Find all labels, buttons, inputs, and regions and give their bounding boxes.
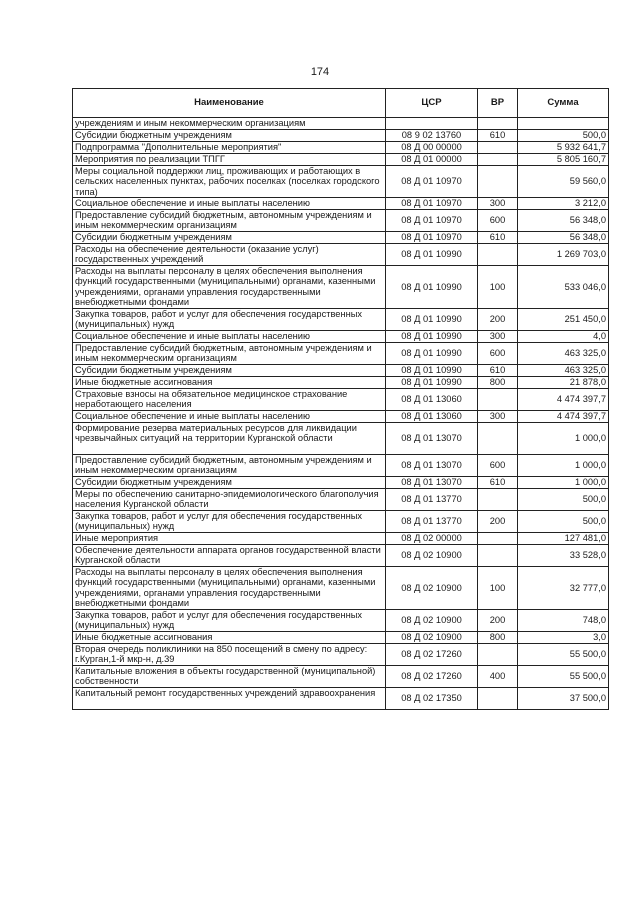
cell-sum: 55 500,0 [518, 644, 609, 666]
cell-name: Расходы на обеспечение деятельности (оказание услуг) государственных учреждений [73, 244, 386, 266]
cell-sum: 55 500,0 [518, 666, 609, 688]
cell-csr: 08 Д 02 17260 [386, 644, 478, 666]
cell-vr [478, 489, 518, 511]
cell-vr [478, 644, 518, 666]
cell-name: Предоставление субсидий бюджетным, автономным учреждениям и иным некоммерческим организациям [73, 343, 386, 365]
cell-name: Иные бюджетные ассигнования [73, 632, 386, 644]
cell-vr: 610 [478, 130, 518, 142]
cell-name: учреждениям и иным некоммерческим организациям [73, 118, 386, 130]
cell-vr: 610 [478, 477, 518, 489]
page-number: 174 [310, 66, 330, 78]
cell-vr: 200 [478, 511, 518, 533]
cell-vr: 610 [478, 232, 518, 244]
table-body [73, 118, 609, 710]
cell-vr [478, 166, 518, 198]
cell-csr: 08 Д 01 13070 [386, 455, 478, 477]
table-row [73, 610, 609, 632]
cell-vr [478, 423, 518, 455]
cell-csr: 08 Д 02 10900 [386, 567, 478, 610]
cell-sum: 56 348,0 [518, 232, 609, 244]
cell-vr: 800 [478, 632, 518, 644]
cell-csr: 08 Д 01 10990 [386, 266, 478, 309]
cell-vr [478, 533, 518, 545]
cell-vr: 600 [478, 343, 518, 365]
table-row [73, 331, 609, 343]
cell-name: Субсидии бюджетным учреждениям [73, 365, 386, 377]
table-row [73, 545, 609, 567]
cell-name: Иные мероприятия [73, 533, 386, 545]
table-row [73, 166, 609, 198]
cell-name: Капитальный ремонт государственных учреждений здравоохранения [73, 688, 386, 710]
cell-vr: 100 [478, 567, 518, 610]
cell-name: Капитальные вложения в объекты государственной (муниципальной) собственности [73, 666, 386, 688]
cell-csr: 08 Д 01 00000 [386, 154, 478, 166]
cell-sum: 4 474 397,7 [518, 411, 609, 423]
table-row [73, 210, 609, 232]
header-vr: ВР [478, 89, 518, 118]
table-row [73, 477, 609, 489]
header-row [73, 89, 609, 118]
cell-vr: 100 [478, 266, 518, 309]
cell-name: Расходы на выплаты персоналу в целях обеспечения выполнения функций государственными (муниципальными) органами, казенными учреждениями, органами управления государственными внебюджетными фондами [73, 266, 386, 309]
cell-csr: 08 Д 01 10990 [386, 309, 478, 331]
cell-name: Закупка товаров, работ и услуг для обеспечения государственных (муниципальных) нужд [73, 309, 386, 331]
cell-sum: 463 325,0 [518, 365, 609, 377]
cell-sum: 500,0 [518, 130, 609, 142]
cell-name: Предоставление субсидий бюджетным, автономным учреждениям и иным некоммерческим организациям [73, 455, 386, 477]
cell-sum: 463 325,0 [518, 343, 609, 365]
table-row [73, 688, 609, 710]
cell-csr: 08 Д 01 10990 [386, 365, 478, 377]
table-row [73, 632, 609, 644]
table-row [73, 365, 609, 377]
table-row [73, 198, 609, 210]
cell-name: Социальное обеспечение и иные выплаты населению [73, 331, 386, 343]
table-row [73, 118, 609, 130]
cell-csr: 08 Д 02 17350 [386, 688, 478, 710]
table-row [73, 455, 609, 477]
cell-csr: 08 Д 01 13070 [386, 477, 478, 489]
cell-name: Закупка товаров, работ и услуг для обеспечения государственных (муниципальных) нужд [73, 610, 386, 632]
cell-vr [478, 389, 518, 411]
cell-csr: 08 Д 01 13060 [386, 389, 478, 411]
cell-csr: 08 Д 02 17260 [386, 666, 478, 688]
table-row [73, 154, 609, 166]
cell-sum: 4 474 397,7 [518, 389, 609, 411]
cell-csr: 08 Д 01 10970 [386, 210, 478, 232]
cell-csr: 08 Д 01 13070 [386, 423, 478, 455]
cell-name: Социальное обеспечение и иные выплаты населению [73, 198, 386, 210]
table-row [73, 423, 609, 455]
cell-vr: 300 [478, 198, 518, 210]
cell-csr: 08 Д 01 10970 [386, 198, 478, 210]
cell-name: Меры социальной поддержки лиц, проживающих и работающих в сельских населенных пунктах, рабочих поселках (поселках городского типа) [73, 166, 386, 198]
cell-csr: 08 Д 01 10990 [386, 244, 478, 266]
table-row [73, 511, 609, 533]
cell-name: Социальное обеспечение и иные выплаты населению [73, 411, 386, 423]
cell-csr: 08 Д 01 13770 [386, 511, 478, 533]
cell-vr: 600 [478, 210, 518, 232]
cell-sum [518, 118, 609, 130]
cell-vr: 200 [478, 309, 518, 331]
cell-sum: 127 481,0 [518, 533, 609, 545]
cell-csr: 08 Д 01 10990 [386, 331, 478, 343]
table-row [73, 266, 609, 309]
cell-name: Субсидии бюджетным учреждениям [73, 477, 386, 489]
table-row [73, 489, 609, 511]
cell-sum: 533 046,0 [518, 266, 609, 309]
cell-sum: 37 500,0 [518, 688, 609, 710]
cell-vr: 300 [478, 411, 518, 423]
table-row [73, 232, 609, 244]
cell-csr: 08 Д 00 00000 [386, 142, 478, 154]
cell-sum: 32 777,0 [518, 567, 609, 610]
cell-sum: 1 000,0 [518, 423, 609, 455]
cell-vr: 400 [478, 666, 518, 688]
table-row [73, 389, 609, 411]
cell-vr: 610 [478, 365, 518, 377]
table-row [73, 142, 609, 154]
cell-name: Субсидии бюджетным учреждениям [73, 130, 386, 142]
table-row [73, 533, 609, 545]
cell-csr: 08 Д 01 10970 [386, 232, 478, 244]
cell-name: Расходы на выплаты персоналу в целях обеспечения выполнения функций государственными (муниципальными) органами, казенными учреждениями, органами управления государственными внебюджетными фондами [73, 567, 386, 610]
cell-vr [478, 142, 518, 154]
cell-sum: 4,0 [518, 331, 609, 343]
cell-name: Формирование резерва материальных ресурсов для ликвидации чрезвычайных ситуаций на территории Курганской области [73, 423, 386, 455]
cell-sum: 56 348,0 [518, 210, 609, 232]
cell-csr: 08 Д 01 10990 [386, 377, 478, 389]
cell-vr [478, 154, 518, 166]
cell-vr [478, 118, 518, 130]
cell-sum: 33 528,0 [518, 545, 609, 567]
cell-name: Обеспечение деятельности аппарата органов государственной власти Курганской области [73, 545, 386, 567]
cell-sum: 748,0 [518, 610, 609, 632]
header-name: Наименование [73, 89, 386, 118]
cell-csr: 08 Д 02 10900 [386, 610, 478, 632]
cell-name: Мероприятия по реализации ТПГГ [73, 154, 386, 166]
cell-sum: 500,0 [518, 511, 609, 533]
cell-sum: 1 000,0 [518, 477, 609, 489]
cell-csr: 08 Д 01 10990 [386, 343, 478, 365]
cell-csr: 08 Д 02 00000 [386, 533, 478, 545]
cell-sum: 3 212,0 [518, 198, 609, 210]
cell-name: Вторая очередь поликлиники на 850 посещений в смену по адресу: г.Курган,1-й мкр-н, д.39 [73, 644, 386, 666]
cell-vr: 200 [478, 610, 518, 632]
header-csr: ЦСР [386, 89, 478, 118]
cell-name: Подпрограмма "Дополнительные мероприятия" [73, 142, 386, 154]
table-row [73, 309, 609, 331]
cell-name: Закупка товаров, работ и услуг для обеспечения государственных (муниципальных) нужд [73, 511, 386, 533]
cell-vr: 800 [478, 377, 518, 389]
table-row [73, 644, 609, 666]
table-row [73, 567, 609, 610]
cell-csr: 08 9 02 13760 [386, 130, 478, 142]
cell-sum: 21 878,0 [518, 377, 609, 389]
cell-name: Страховые взносы на обязательное медицинское страхование неработающего населения [73, 389, 386, 411]
cell-name: Иные бюджетные ассигнования [73, 377, 386, 389]
cell-csr: 08 Д 02 10900 [386, 545, 478, 567]
table-row [73, 343, 609, 365]
cell-vr [478, 545, 518, 567]
cell-sum: 1 000,0 [518, 455, 609, 477]
table-row [73, 130, 609, 142]
cell-sum: 1 269 703,0 [518, 244, 609, 266]
table-row [73, 244, 609, 266]
cell-vr [478, 688, 518, 710]
cell-csr: 08 Д 01 13770 [386, 489, 478, 511]
cell-sum: 3,0 [518, 632, 609, 644]
table-row [73, 377, 609, 389]
cell-name: Предоставление субсидий бюджетным, автономным учреждениям и иным некоммерческим организациям [73, 210, 386, 232]
cell-sum: 251 450,0 [518, 309, 609, 331]
cell-csr: 08 Д 01 10970 [386, 166, 478, 198]
cell-sum: 5 932 641,7 [518, 142, 609, 154]
cell-vr: 600 [478, 455, 518, 477]
cell-sum: 5 805 160,7 [518, 154, 609, 166]
cell-name: Субсидии бюджетным учреждениям [73, 232, 386, 244]
table-header [73, 89, 609, 118]
cell-sum: 500,0 [518, 489, 609, 511]
cell-vr [478, 244, 518, 266]
cell-csr [386, 118, 478, 130]
table-row [73, 411, 609, 423]
cell-csr: 08 Д 02 10900 [386, 632, 478, 644]
budget-table [72, 88, 609, 710]
cell-csr: 08 Д 01 13060 [386, 411, 478, 423]
table-row [73, 666, 609, 688]
cell-vr: 300 [478, 331, 518, 343]
header-sum: Сумма [518, 89, 609, 118]
cell-sum: 59 560,0 [518, 166, 609, 198]
cell-name: Меры по обеспечению санитарно-эпидемиологического благополучия населения Курганской области [73, 489, 386, 511]
